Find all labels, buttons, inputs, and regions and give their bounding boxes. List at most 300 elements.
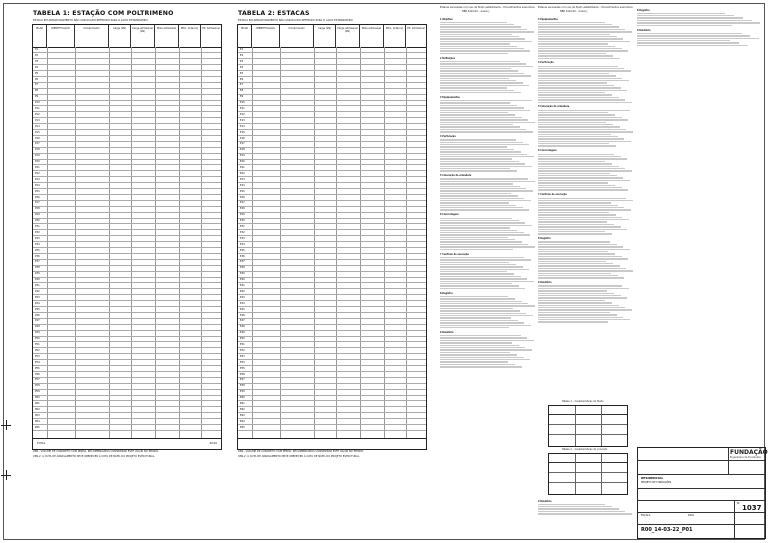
spec-text-line — [440, 119, 528, 120]
row-label: P12 — [35, 112, 40, 116]
drawing-code: R00_14-03-22_P01 — [641, 527, 693, 533]
spec-text-line — [538, 244, 617, 245]
spec-text-line — [440, 225, 532, 226]
table2-title: TABELA 2: ESTACAS — [238, 10, 310, 17]
spec-text-line — [538, 295, 621, 296]
spec-section-title: 1 Objetivo — [440, 17, 453, 21]
title-block — [637, 447, 766, 539]
spec-text-line — [538, 187, 622, 188]
spec-text-line — [440, 149, 514, 150]
row-label: E22 — [240, 171, 245, 175]
row-label: E42 — [240, 289, 245, 293]
spec-text-line — [440, 276, 521, 277]
spec-text-line — [440, 273, 514, 274]
spec-text-line — [538, 293, 614, 294]
spec-text-line — [637, 45, 748, 46]
row-label: E33 — [240, 236, 245, 240]
t1-h-pilar: PILAR — [33, 25, 47, 47]
spec-text-line — [538, 122, 606, 123]
t1-total-value: 00,00 — [209, 442, 217, 445]
spec-text-line — [538, 229, 627, 230]
row-label: P6 — [35, 77, 39, 81]
spec-text-line — [440, 50, 530, 51]
spec-text-line — [440, 82, 523, 83]
spec-text-line — [440, 31, 534, 32]
spec-text-line — [538, 249, 630, 250]
spec-text-line — [440, 114, 515, 115]
spec-text-line — [538, 22, 605, 23]
spec-text-line — [538, 173, 610, 174]
table1-header — [33, 25, 221, 48]
row-label: E19 — [240, 154, 245, 158]
table2-rows — [238, 47, 426, 439]
spec-text-line — [538, 114, 615, 115]
table-row — [33, 425, 221, 431]
row-label: E45 — [240, 307, 245, 311]
spec-text-line — [440, 234, 530, 235]
t1-h-comp: Comprimento — [75, 25, 109, 47]
row-label: E27 — [240, 201, 245, 205]
spec-text-line — [440, 73, 524, 74]
t2-h-carga: Carga (kN) — [314, 25, 336, 47]
spec-text-line — [538, 226, 621, 227]
spec-text-line — [538, 80, 629, 81]
spec-text-line — [440, 327, 509, 328]
date-label: DATA — [688, 514, 695, 517]
spec-section-title: 7 Controle de execução — [538, 193, 567, 197]
row-label: E46 — [240, 313, 245, 317]
spec-text-line — [440, 244, 528, 245]
row-label: P45 — [35, 307, 40, 311]
t2-h-ptr: Ptr. Admissível — [407, 27, 425, 30]
spec-text-line — [440, 301, 522, 302]
row-label: E43 — [240, 295, 245, 299]
spec-text-line — [440, 357, 524, 358]
spec-text-line — [440, 241, 522, 242]
spec-text-line — [538, 256, 622, 257]
row-label: E64 — [240, 419, 245, 423]
spec-text-line — [440, 102, 510, 103]
spec-text-line — [440, 366, 522, 367]
spec-text-line — [538, 38, 623, 39]
spec-text-line — [440, 36, 519, 37]
spec-text-line — [440, 90, 514, 91]
spec-text-line — [440, 142, 523, 143]
spec-text-line — [538, 241, 610, 242]
row-label: P2 — [35, 53, 39, 57]
row-label: E36 — [240, 254, 245, 258]
drawing-name: PROJETO DE FUNDAÇÕES — [641, 481, 672, 484]
row-label: P49 — [35, 331, 40, 335]
table2-total-row — [238, 438, 426, 449]
spec-text-line — [538, 129, 626, 130]
row-label: P41 — [35, 284, 40, 287]
table1-note1: OBS.: VOLUME DE CONCRETO COM PERDA. RECOMENDAMOS CONSIDERAR ESTE VALOR NO PEDIDO. — [33, 450, 159, 453]
row-label: E50 — [240, 337, 245, 341]
spec-text-line — [440, 342, 512, 343]
row-label: E10 — [240, 101, 245, 105]
spec-text-line — [538, 131, 633, 132]
spec-text-line — [538, 214, 616, 215]
row-label: P22 — [35, 171, 40, 175]
spec-text-line — [440, 364, 515, 365]
spec-text-line — [440, 262, 509, 263]
spec-text-line — [440, 349, 532, 350]
spec-text-line — [538, 314, 617, 315]
spec-text-line — [440, 239, 515, 240]
row-label: P38 — [35, 266, 40, 270]
spec-text-line — [637, 22, 760, 23]
row-label: E37 — [240, 260, 245, 264]
t2-h-comp: Comprimento — [280, 25, 314, 47]
spec-text-line — [538, 126, 620, 127]
spec-text-line — [637, 40, 730, 41]
spec-text-line — [538, 55, 613, 56]
row-label: E14 — [240, 124, 245, 128]
spec-section-title: 7 Controle de execução — [440, 252, 469, 256]
spec-text-line — [538, 34, 610, 35]
spec-text-line — [538, 117, 622, 118]
spec-text-line — [637, 20, 752, 21]
spec-text-line — [538, 511, 625, 512]
row-label: E13 — [240, 118, 245, 122]
spec-text-line — [538, 268, 626, 269]
row-label: P36 — [35, 254, 40, 258]
spec-text-line — [538, 154, 614, 155]
row-label: E59 — [240, 390, 245, 394]
spec-text-line — [440, 75, 531, 76]
spec-text-line — [538, 275, 618, 276]
spec-text-line — [440, 107, 524, 108]
spec-text-line — [440, 298, 515, 299]
row-label: E63 — [240, 413, 245, 417]
spec-text-line — [440, 237, 508, 238]
spec-text-line — [538, 50, 628, 51]
spec-text-line — [538, 124, 613, 125]
spec-text-line — [538, 233, 612, 234]
spec-text-line — [538, 180, 630, 181]
spec-text-line — [440, 139, 516, 140]
row-label: P11 — [35, 107, 40, 110]
spec-text-line — [538, 198, 626, 199]
spec-text-line — [440, 26, 521, 27]
row-label: P17 — [35, 142, 40, 146]
row-label: E55 — [240, 366, 245, 370]
row-label: P27 — [35, 201, 40, 205]
spec-text-line — [440, 183, 513, 184]
spec-text-line — [440, 313, 526, 314]
spec-text-line — [440, 70, 518, 71]
spec-text-line — [538, 317, 623, 318]
spec-section-title: 4 Perfuração — [538, 61, 554, 65]
spec-text-line — [538, 219, 629, 220]
spec-text-line — [440, 131, 533, 132]
specs-col2-header: Estacas escavadas com uso de fluido estabilizante – Procedimentos executivos — [538, 6, 633, 9]
row-label: P13 — [35, 118, 40, 122]
spec-section-title: 3 Equipamentos — [538, 17, 558, 21]
t2-h-ident: IDENTIFICAÇÃO — [252, 25, 280, 47]
row-label: P35 — [35, 248, 40, 252]
row-label: E17 — [240, 142, 245, 146]
spec-text-line — [440, 158, 512, 159]
spec-text-line — [538, 302, 612, 303]
row-label: P61 — [35, 402, 40, 405]
table1-rows — [33, 47, 221, 439]
specs-column-1 — [440, 15, 536, 435]
spec-text-line — [440, 198, 524, 199]
spec-text-line — [440, 317, 511, 318]
t1-h-ptr: Ptr. Admissível — [202, 27, 220, 30]
spec-text-line — [538, 145, 616, 146]
t1-h-cadm: Carga admissível (kN) — [131, 25, 155, 47]
row-label: E38 — [240, 266, 245, 270]
spec-text-line — [440, 170, 517, 171]
spec-text-line — [538, 221, 607, 222]
spec-text-line — [440, 345, 519, 346]
spec-text-line — [440, 227, 510, 228]
spec-text-line — [440, 195, 518, 196]
table2 — [237, 24, 427, 450]
row-label: P42 — [35, 289, 40, 293]
spec-text-line — [440, 308, 513, 309]
row-label: E28 — [240, 207, 245, 211]
spec-text-line — [538, 273, 611, 274]
table1-note2: OBS.2: A COTA DE ARRASAMENTO DEVE OBEDECER À COTA DE NÍVEL DO PROJETO ESTRUTURAL. — [33, 455, 155, 458]
spec-text-line — [440, 29, 527, 30]
spec-text-line — [538, 205, 618, 206]
spec-text-line — [440, 283, 512, 284]
spec-text-line — [440, 200, 531, 201]
spec-text-line — [440, 46, 517, 47]
spec-text-line — [538, 43, 608, 44]
spec-text-line — [538, 143, 609, 144]
spec-section-title: 8 Registro — [440, 291, 453, 295]
spec-section-title: 9 Relatório — [538, 281, 552, 285]
table2-subtitle: ESTACA EM ARMADURAMENTO NÃO ASSOCIADO REFERIDO PARA O LADO ESTRANGEIRO — [238, 19, 353, 22]
spec-text-line — [538, 506, 612, 507]
row-label: P34 — [35, 242, 40, 246]
t2-h-cadm: Carga admissível (kN) — [336, 25, 360, 47]
row-label: E31 — [240, 225, 245, 228]
spec-section-title: 5 Colocação da armadura — [538, 105, 570, 109]
row-label: E18 — [240, 148, 245, 152]
spec-text-line — [637, 25, 732, 26]
row-label: E57 — [240, 378, 245, 382]
spec-text-line — [440, 259, 531, 260]
spec-text-line — [538, 119, 628, 120]
row-label: P18 — [35, 148, 40, 152]
spec-section-title: 8 Registro — [538, 237, 551, 241]
row-label: E24 — [240, 183, 245, 187]
row-label: E51 — [240, 343, 245, 346]
spec-text-line — [538, 177, 623, 178]
spec-text-line — [538, 277, 624, 278]
row-label: P33 — [35, 236, 40, 240]
t1-total-label: TOTAL — [37, 442, 46, 445]
spec-text-line — [440, 305, 535, 306]
spec-text-line — [440, 354, 517, 355]
spec-text-line — [440, 43, 510, 44]
spec-text-line — [538, 217, 622, 218]
spec-text-line — [538, 110, 630, 111]
spec-section-title: 3 Equipamentos — [440, 95, 460, 99]
spec-text-line — [538, 166, 619, 167]
spec-text-line — [538, 85, 614, 86]
spec-text-line — [538, 58, 620, 59]
spec-text-line — [538, 90, 627, 91]
row-label: P19 — [35, 154, 40, 158]
spec-text-line — [538, 70, 631, 71]
spec-text-line — [538, 207, 624, 208]
spec-text-line — [538, 66, 618, 67]
row-label: P55 — [35, 366, 40, 370]
row-label: E30 — [240, 219, 245, 223]
row-label: P8 — [35, 89, 39, 93]
row-label: P53 — [35, 354, 40, 358]
spec-text-line — [538, 53, 606, 54]
row-label: P57 — [35, 378, 40, 382]
specs-column-3 — [637, 6, 763, 96]
spec-text-line — [538, 29, 625, 30]
spec-text-line — [538, 319, 630, 320]
row-label: E62 — [240, 407, 245, 411]
row-label: E56 — [240, 372, 245, 376]
spec-text-line — [440, 105, 517, 106]
spec-text-line — [538, 209, 631, 210]
spec-text-line — [538, 202, 611, 203]
spec-text-line — [440, 166, 532, 167]
row-label: P40 — [35, 278, 40, 282]
row-label: E5 — [240, 71, 244, 75]
row-label: E29 — [240, 213, 245, 217]
row-label: P23 — [35, 177, 40, 181]
spec-text-line — [440, 310, 520, 311]
spec-text-line — [538, 290, 607, 291]
row-label: E47 — [240, 319, 245, 323]
spec-text-line — [538, 26, 619, 27]
row-label: P30 — [35, 219, 40, 223]
spec-text-line — [440, 87, 507, 88]
spec-text-line — [440, 207, 523, 208]
row-label: P16 — [35, 136, 40, 140]
spec-text-line — [440, 188, 526, 189]
table-row — [238, 425, 426, 431]
spec-text-line — [440, 85, 529, 86]
row-label: P1 — [35, 48, 39, 51]
row-label: P28 — [35, 207, 40, 211]
spec-text-line — [440, 359, 530, 360]
table2-header — [238, 25, 426, 48]
row-label: E15 — [240, 130, 245, 134]
spec-text-line — [440, 209, 529, 210]
row-label: P37 — [35, 260, 40, 264]
spec-text-line — [440, 193, 511, 194]
table-a-title: Tabela 1 – Características do fluido — [562, 400, 604, 403]
spec-text-line — [440, 146, 507, 147]
row-label: P32 — [35, 230, 40, 234]
row-label: E9 — [240, 95, 244, 99]
t2-h-pilar: PILAR — [238, 25, 252, 47]
spec-text-line — [538, 305, 619, 306]
row-label: E4 — [240, 65, 244, 69]
row-label: E49 — [240, 331, 245, 335]
spec-text-line — [440, 144, 529, 145]
spec-text-line — [538, 263, 613, 264]
spec-text-line — [538, 224, 614, 225]
spec-text-line — [637, 33, 742, 34]
row-label: E44 — [240, 301, 245, 305]
spec-text-line — [440, 151, 521, 152]
row-label: P65 — [35, 425, 40, 429]
table1-subtitle: ESTACA EM ARMADURAMENTO NÃO ASSOCIADO REFERIDO PARA O LADO ESTRANGEIRO — [33, 19, 148, 22]
spec-text-line — [538, 158, 627, 159]
table2-note2: OBS.2: A COTA DE ARRASAMENTO DEVE OBEDECER À COTA DE NÍVEL DO PROJETO ESTRUTURAL. — [238, 455, 360, 458]
spec-text-line — [538, 307, 625, 308]
row-label: P26 — [35, 195, 40, 199]
spec-text-line — [538, 94, 612, 95]
row-label: E25 — [240, 189, 245, 193]
spec-text-line — [538, 321, 608, 322]
table2-note1: OBS.: VOLUME DE CONCRETO COM PERDA. RECOMENDAMOS CONSIDERAR ESTE VALOR NO PEDIDO. — [238, 450, 364, 453]
spec-text-line — [440, 337, 527, 338]
row-label: P39 — [35, 272, 40, 276]
row-label: P47 — [35, 319, 40, 323]
spec-text-line — [440, 303, 528, 304]
row-label: E1 — [240, 48, 244, 51]
row-label: E8 — [240, 89, 244, 93]
spec-text-line — [440, 129, 526, 130]
spec-text-line — [440, 220, 519, 221]
spec-text-line — [440, 154, 527, 155]
spec-text-line — [440, 285, 519, 286]
spec-section-title: 6 Concretagem — [538, 149, 557, 153]
row-label: P63 — [35, 413, 40, 417]
spec-text-line — [538, 513, 632, 514]
sheet-number: 1037 — [742, 504, 762, 512]
spec-text-line — [440, 271, 507, 272]
spec-text-line — [440, 117, 522, 118]
spec-text-line — [440, 218, 512, 219]
row-label: P14 — [35, 124, 40, 128]
row-label: P5 — [35, 71, 39, 75]
row-label: P29 — [35, 213, 40, 217]
row-label: P51 — [35, 343, 40, 346]
spec-text-line — [538, 258, 628, 259]
row-label: E16 — [240, 136, 245, 140]
row-label: P59 — [35, 390, 40, 394]
sheet-label: Nº — [737, 502, 741, 505]
spec-text-line — [538, 97, 619, 98]
spec-text-line — [440, 288, 525, 289]
spec-text-line — [440, 24, 514, 25]
row-label: E26 — [240, 195, 245, 199]
spec-text-line — [440, 63, 526, 64]
spec-text-line — [440, 269, 529, 270]
spec-text-line — [440, 278, 527, 279]
spec-text-line — [440, 110, 530, 111]
specs-column-2 — [538, 15, 634, 395]
spec-text-line — [440, 296, 508, 297]
spec-text-line — [538, 41, 630, 42]
spec-text-line — [538, 231, 605, 232]
row-label: P7 — [35, 83, 39, 87]
spec-text-line — [538, 285, 622, 286]
row-label: P46 — [35, 313, 40, 317]
spec-text-line — [538, 265, 620, 266]
spec-text-line — [440, 230, 517, 231]
spec-text-line — [538, 288, 629, 289]
spec-text-line — [538, 82, 607, 83]
